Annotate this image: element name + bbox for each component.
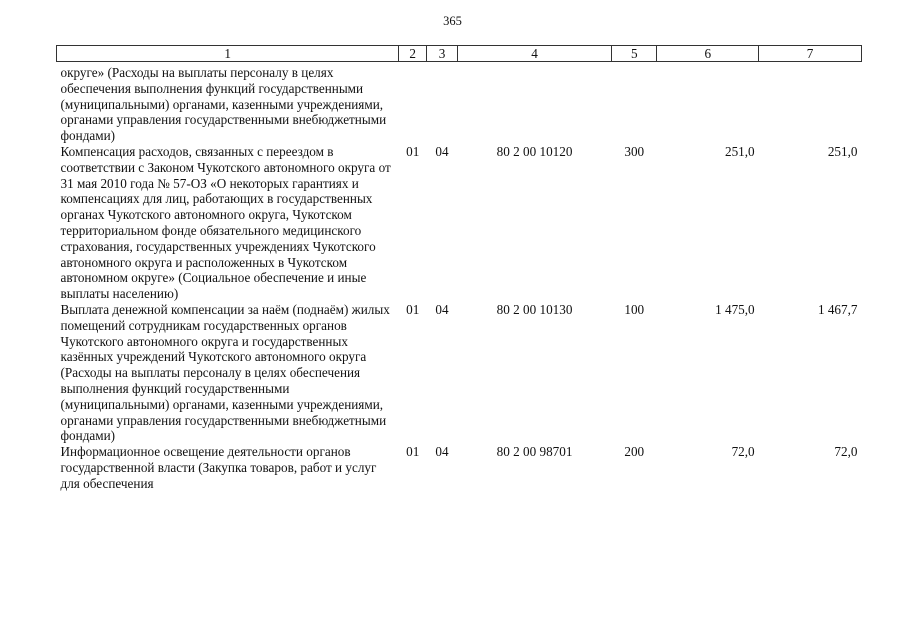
table-row: [57, 144, 862, 302]
row-expense-type-cell: [612, 62, 657, 144]
row-section-cell: 01: [406, 143, 420, 159]
column-header-7: 7: [759, 46, 862, 62]
table-row: [57, 302, 862, 444]
row-subsection-cell: 04: [435, 444, 449, 460]
column-header-2: 2: [399, 46, 427, 62]
column-header-6: 6: [657, 46, 759, 62]
row-expense-type-cell: 200: [624, 444, 645, 460]
table-row: [57, 62, 862, 144]
column-number-header-row: [57, 46, 862, 62]
table-row: [57, 444, 862, 491]
column-header-4: 4: [457, 46, 611, 62]
row-name-cell: Выплата денежной компенсации за наём (поднаём) жилых помещений сотрудникам государственных органов Чукотского автономного округа и государственных казённых учреждений Чукотского автономного округа (Расходы на выплаты персоналу в целях обеспечения выполнения функций государственными (муниципальными) органами, казенными учреждениями, органами управления государственными внебюджетными фондами): [60, 301, 390, 444]
row-section-cell: 01: [406, 444, 420, 460]
column-header-1: 1: [57, 46, 399, 62]
budget-table: [56, 45, 862, 492]
row-target-article-cell: 80 2 00 10120: [496, 143, 573, 159]
column-header-3: 3: [427, 46, 458, 62]
row-name-cell: округе» (Расходы на выплаты персоналу в целях обеспечения выполнения функций государственными (муниципальными) органами, казенными учреждениями, органами управления государственными внебюджетными фондами): [60, 65, 387, 144]
row-subsection-cell: 04: [435, 143, 449, 159]
row-amount-col7-cell: [759, 62, 862, 144]
row-amount-col7-cell: 1 467,7: [817, 301, 858, 317]
row-amount-col7-cell: 251,0: [827, 143, 858, 159]
row-name-cell: Компенсация расходов, связанных с переездом в соответствии с Законом Чукотского автономного округа от 31 мая 2010 года № 57-ОЗ «О некоторых гарантиях и компенсациях для лиц, работающих в государственных органах Чукотского автономного округа, Чукотском территориальном фонде обязательного медицинского страхования, государственных учреждениях Чукотского автономного округа и расположенных в Чукотском автономном округе» (Социальное обеспечение и иные выплаты населению): [60, 143, 391, 302]
row-expense-type-cell: 300: [624, 143, 645, 159]
row-amount-col6-cell: 251,0: [724, 143, 755, 159]
row-target-article-cell: [457, 62, 611, 144]
row-amount-col6-cell: 1 475,0: [715, 301, 755, 317]
row-section-cell: 01: [406, 301, 420, 317]
row-target-article-cell: 80 2 00 10130: [496, 301, 573, 317]
row-expense-type-cell: 100: [624, 301, 645, 317]
row-subsection-cell: [427, 62, 458, 144]
column-header-5: 5: [612, 46, 657, 62]
page-number: 365: [443, 14, 462, 28]
row-subsection-cell: 04: [435, 301, 449, 317]
row-amount-col6-cell: 72,0: [731, 444, 755, 460]
row-target-article-cell: 80 2 00 98701: [496, 444, 573, 460]
row-section-cell: [399, 62, 427, 144]
row-name-cell: Информационное освещение деятельности органов государственной власти (Закупка товаров, работ и услуг для обеспечения: [60, 444, 377, 491]
row-amount-col7-cell: 72,0: [834, 444, 858, 460]
row-amount-col6-cell: [657, 62, 759, 144]
